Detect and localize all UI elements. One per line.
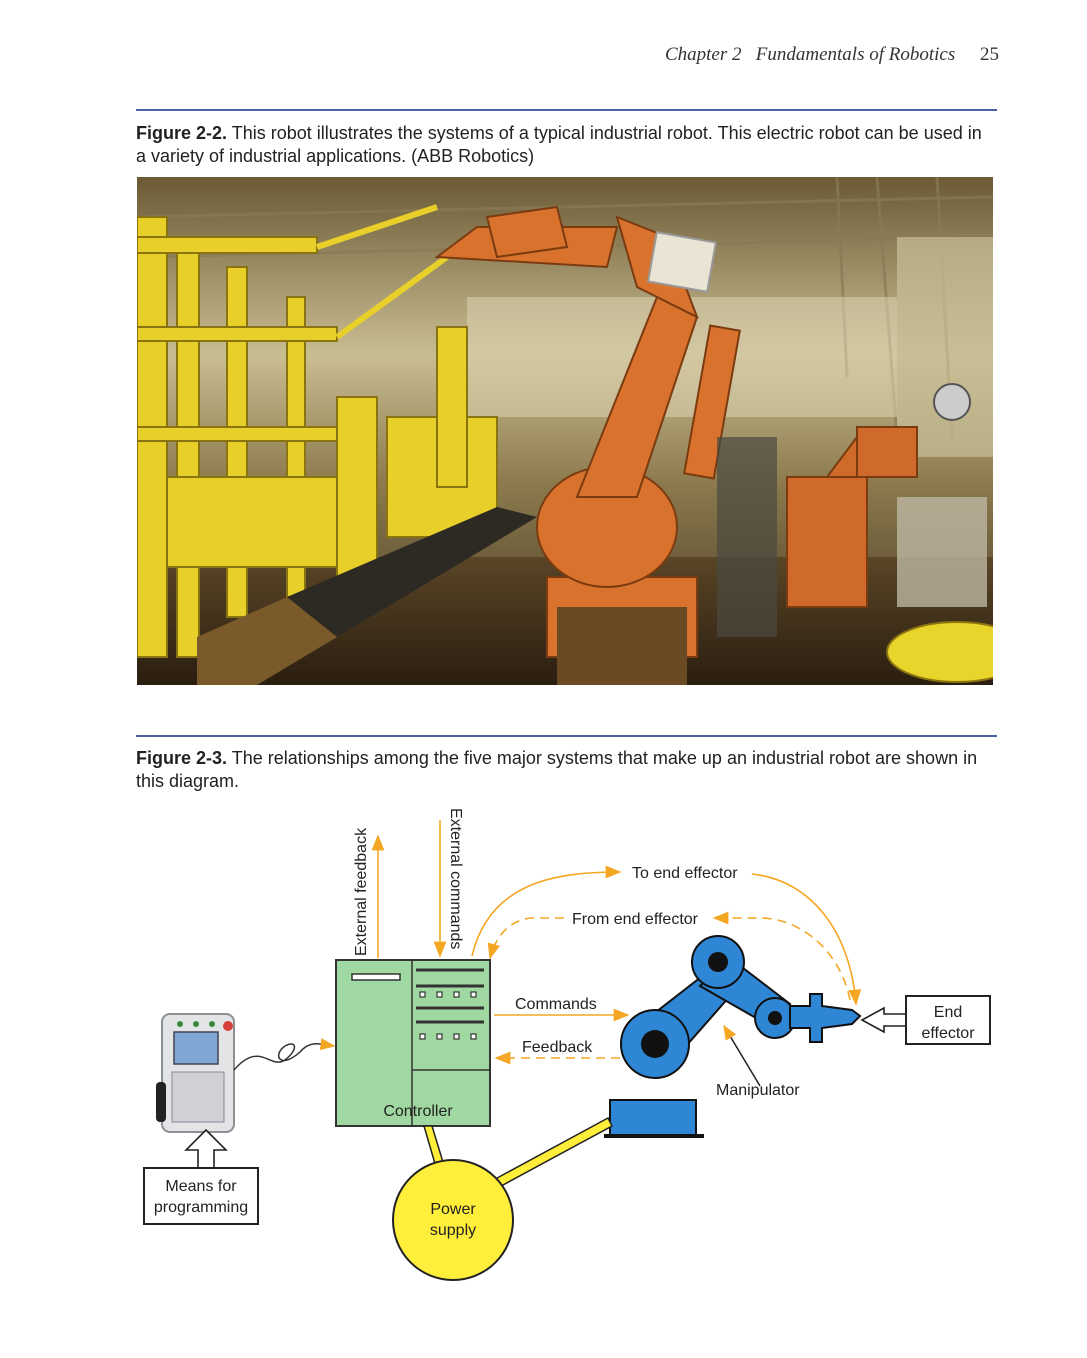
power-cable-manipulator	[486, 1118, 612, 1192]
manipulator-robot	[604, 936, 860, 1136]
controller-label: Controller	[383, 1103, 453, 1120]
means-label-1: Means for	[165, 1178, 237, 1195]
external-commands-label: External commands	[447, 808, 464, 950]
from-end-effector-label: From end effector	[572, 911, 698, 928]
figure-2-3-caption	[136, 747, 986, 793]
manipulator-label: Manipulator	[716, 1082, 800, 1099]
manipulator-pointer	[724, 1026, 760, 1086]
external-feedback-label: External feedback	[353, 827, 370, 956]
running-head	[665, 44, 999, 66]
programming-pointer	[186, 1130, 226, 1168]
figure-2-2-text: This robot illustrates the systems of a typical industrial robot. This electric robot can be used in a variety of industrial applications. (ABB Robotics)	[136, 123, 982, 166]
figure-2-2-caption	[136, 122, 986, 168]
chapter-label: Chapter 2	[664, 44, 742, 65]
to-end-effector-arrow-b	[752, 874, 856, 1004]
commands-label: Commands	[515, 996, 597, 1013]
robot-photo	[137, 177, 993, 685]
power-supply-label-1: Power	[430, 1201, 476, 1218]
end-effector-pointer	[862, 1008, 906, 1032]
diagram-svg	[0, 800, 1087, 1320]
end-effector-label-2: effector	[921, 1025, 975, 1042]
robot-systems-diagram	[0, 800, 1087, 1320]
from-end-effector-arrow-b	[490, 918, 564, 958]
power-supply-circle	[393, 1160, 513, 1280]
chapter-title: Fundamentals of Robotics	[755, 44, 956, 65]
page-number: 25	[980, 44, 999, 65]
pendant-cable	[234, 1044, 334, 1070]
figure-rule-bottom	[136, 735, 997, 737]
robot-photo-illustration	[137, 177, 993, 685]
figure-2-3-text: The relationships among the five major systems that make up an industrial robot are shown in this diagram.	[136, 748, 978, 791]
figure-2-3-label: Figure 2-3.	[136, 748, 228, 768]
power-supply-label-2: supply	[429, 1222, 477, 1239]
to-end-effector-label: To end effector	[632, 865, 738, 882]
means-label-2: programming	[153, 1199, 249, 1216]
figure-rule-top	[136, 109, 997, 111]
figure-2-2-label: Figure 2-2.	[136, 123, 228, 143]
teach-pendant-icon	[156, 1014, 234, 1132]
feedback-label: Feedback	[522, 1039, 593, 1056]
end-effector-label-1: End	[933, 1004, 963, 1021]
